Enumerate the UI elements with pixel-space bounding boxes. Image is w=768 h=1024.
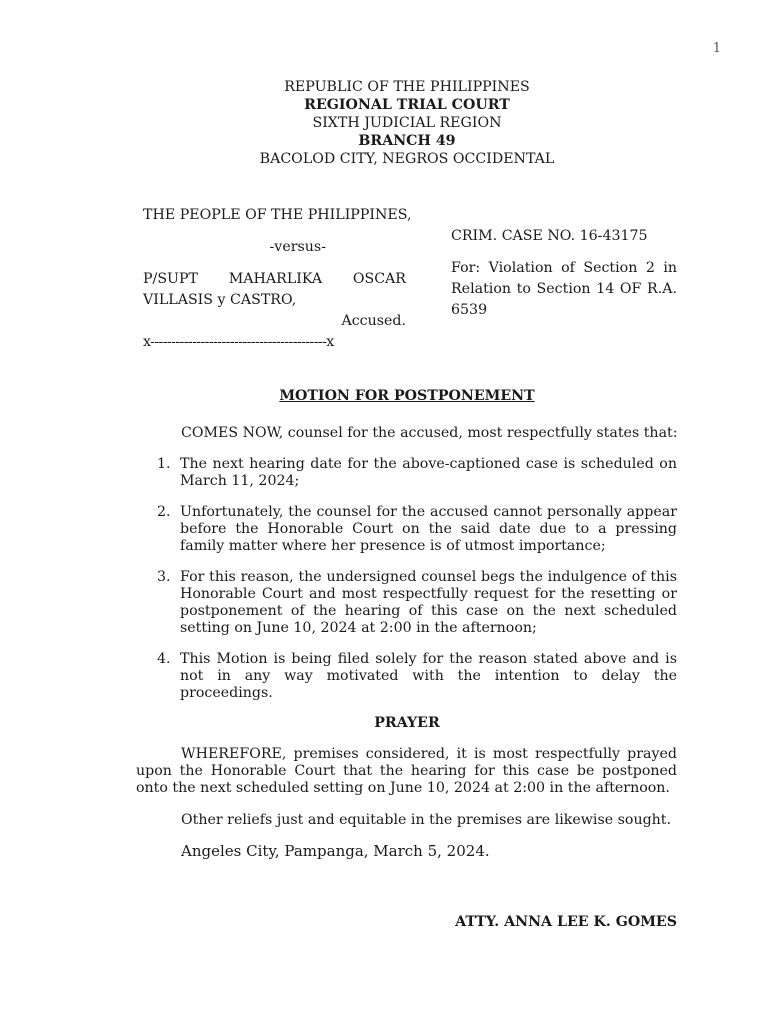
accused-name-line2: VILLASIS y CASTRO, [143,292,297,308]
other-reliefs: Other reliefs just and equitable in the premises are likewise sought. [181,812,672,828]
offense: For: Violation of Section 2 in Relation to Section 14 OF R.A. 6539 [451,260,677,318]
case-caption-parties [143,205,412,353]
list-item-number: 2. [157,504,171,520]
list-item [150,651,677,702]
case-caption-details [451,226,677,321]
accused-label: Accused. [341,313,406,329]
document-title: MOTION FOR POSTPONEMENT [279,388,535,404]
plaintiff: THE PEOPLE OF THE PHILIPPINES, [143,207,412,223]
list-item [150,456,677,490]
header-location: BACOLOD CITY, NEGROS OCCIDENTAL [259,151,555,167]
numbered-list [150,456,677,716]
list-item-text: This Motion is being filed solely for the reason stated above and is not in any way motivated with the intention to delay the proceedings. [180,651,677,701]
accused-name-line1: P/SUPT MAHARLIKA OSCAR [143,271,406,287]
list-item [150,569,677,637]
header-region: SIXTH JUDICIAL REGION [312,115,502,131]
intro-paragraph: COMES NOW, counsel for the accused, most respectfully states that: [181,425,678,441]
list-item [150,504,677,555]
prayer-heading: PRAYER [374,715,440,731]
list-item-text: The next hearing date for the above-captioned case is scheduled on March 11, 2024; [180,456,677,489]
header-republic: REPUBLIC OF THE PHILIPPINES [284,79,530,95]
header-branch: BRANCH 49 [358,133,456,149]
wherefore-paragraph: WHEREFORE, premises considered, it is most respectfully prayed upon the Honorable Court that the hearing for this case be postponed onto the next scheduled setting on June 10, 2024 at 2:00 in the afternoon. [136,746,677,796]
header-court: REGIONAL TRIAL COURT [304,97,510,113]
list-item-number: 1. [157,456,171,472]
signatory-name: ATTY. ANNA LEE K. GOMES [455,914,677,930]
caption-separator: x------------------------------------------x [143,334,334,350]
case-number: CRIM. CASE NO. 16-43175 [451,228,648,244]
list-item-text: For this reason, the undersigned counsel begs the indulgence of this Honorable Court and most respectfully request for the resetting or postponement of the hearing of this case on the next scheduled setting on June 10, 2024 at 2:00 in the afternoon; [180,569,677,636]
court-header [0,78,768,168]
versus: -versus- [269,239,326,255]
list-item-number: 4. [157,651,171,667]
list-item-text: Unfortunately, the counsel for the accused cannot personally appear before the Honorable Court on the said date due to a pressing family matter where her presence is of utmost importance; [180,504,677,554]
page-number: 1 [712,41,721,56]
place-and-date: Angeles City, Pampanga, March 5, 2024. [181,842,490,860]
list-item-number: 3. [157,569,171,585]
